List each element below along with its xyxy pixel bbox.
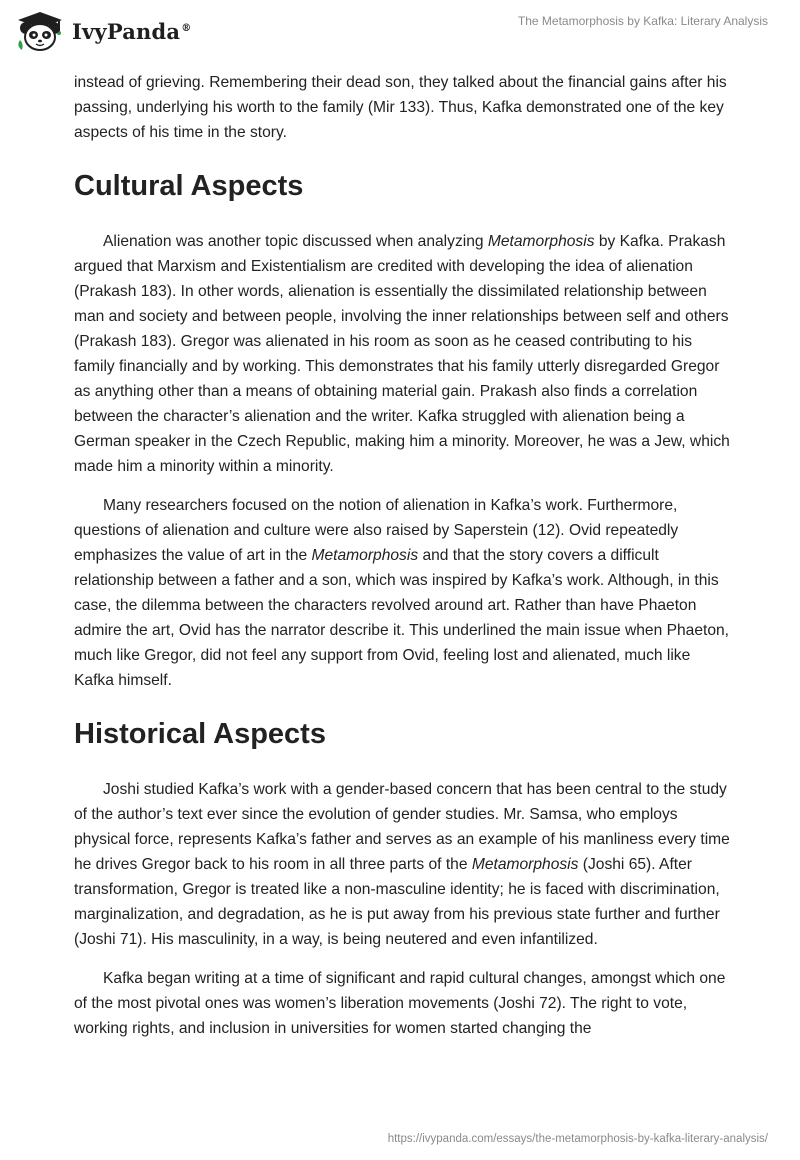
essay-content — [74, 70, 734, 1041]
cultural-aspects-heading: Cultural Aspects — [74, 170, 304, 202]
brand-name: IvyPanda® — [72, 18, 192, 44]
historical-paragraph-2: Kafka began writing at a time of significant and rapid cultural changes, amongst which one of the most pivotal ones was women’s liberation movements (Joshi 72). The right to vote, working rights, and inclusion in universities for women started changing the — [74, 970, 726, 1037]
panda-graduate-logo-icon — [14, 10, 66, 52]
document-title: The Metamorphosis by Kafka: Literary Analysis — [517, 14, 768, 28]
cultural-paragraph-2: Many researchers focused on the notion of alienation in Kafka’s work. Furthermore, questions of alienation and culture were also raised by Saperstein (12). Ovid repeatedly emphasizes the value of art in the Metamorphosis and that the story covers a difficult relationship between a father and a son, which was inspired by Kafka’s work. Although, in this case, the dilemma between the characters revolved around art. Rather than have Phaeton admire the art, Ovid has the narrator describe it. This underlined the main issue when Phaeton, much like Gregor, did not feel any support from Ovid, feeling lost and alienated, much like Kafka himself. — [74, 497, 730, 689]
cultural-paragraph-1: Alienation was another topic discussed when analyzing Metamorphosis by Kafka. Prakash argued that Marxism and Existentialism are credited with developing the idea of alienation (Prakash 183). In other words, alienation is essentially the dissimilated relationship between man and society and between people, involving the inner relationships between self and others (Prakash 183). Gregor was alienated in his room as soon as he ceased contributing to his family financially and by working. This demonstrates that his family utterly disregarded Gregor as anything other than a means of obtaining material gain. Prakash also finds a correlation between the character’s alienation and the writer. Kafka struggled with alienation being a German speaker in the Czech Republic, making him a minority. Moreover, he was a Jew, which made him a minority within a minority. — [74, 233, 730, 475]
source-url-link[interactable]: https://ivypanda.com/essays/the-metamorphosis-by-kafka-literary-analysis/ — [387, 1133, 768, 1145]
intro-paragraph: instead of grieving. Remembering their dead son, they talked about the financial gains after his passing, underlying his worth to the family (Mir 133). Thus, Kafka demonstrated one of the key aspects of his time in the story. — [74, 74, 727, 141]
brand-logo-link[interactable] — [14, 10, 191, 52]
historical-aspects-heading: Historical Aspects — [74, 718, 326, 750]
page-header — [0, 0, 800, 66]
historical-paragraph-1: Joshi studied Kafka’s work with a gender-based concern that has been central to the study of the author’s text ever since the evolution of gender studies. Mr. Samsa, who employs physical force, represents Kafka’s father and serves as an example of his manliness every time he drives Gregor back to his room in all three parts of the Metamorphosis (Joshi 65). After transformation, Gregor is treated like a non-masculine identity; he is faced with discrimination, marginalization, and degradation, as he is put away from his previous state further and further (Joshi 71). His masculinity, in a way, is being neutered and even infantilized. — [74, 781, 730, 948]
